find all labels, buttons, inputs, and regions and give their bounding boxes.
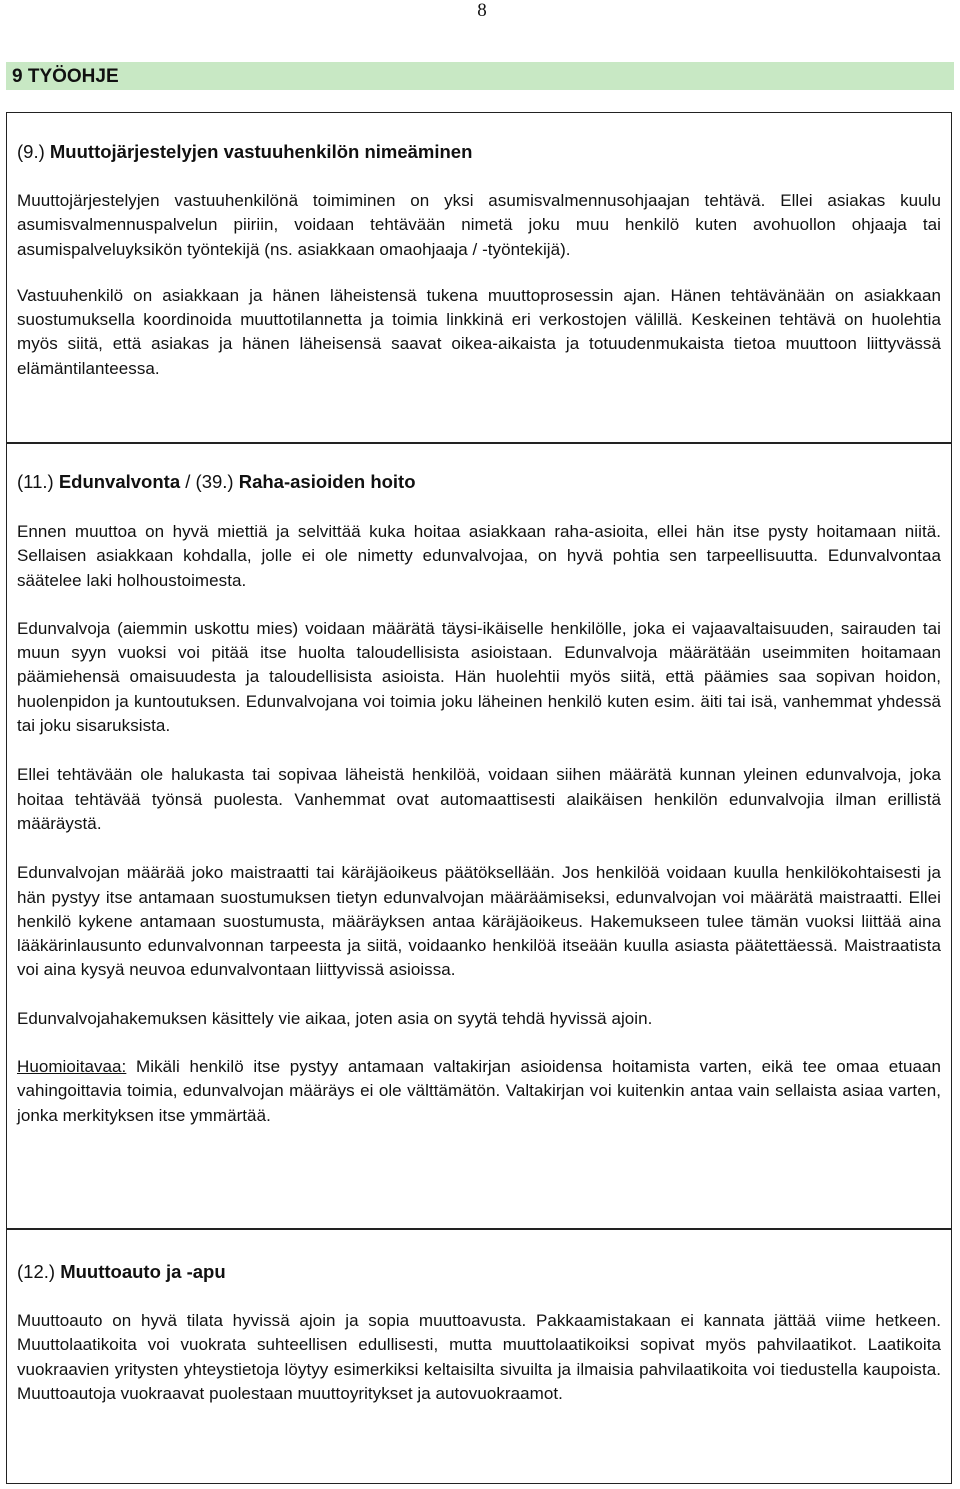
section-heading <box>17 469 941 495</box>
paragraph: Ellei tehtävään ole halukasta tai sopivaa läheistä henkilöä, voidaan siihen määrätä kunnan yleinen edunvalvoja, joka hoitaa tehtävää työnsä puolesta. Vanhemmat ovat automaattisesti alaikäisen henkilön edunvalvojia ilman erillistä määräystä. <box>17 765 941 833</box>
note-text: Mikäli henkilö itse pystyy antamaan valtakirjan asioidensa hoitamista varten, eikä tee omaa etuaan vahingoittavia toimia, edunvalvojan määräys ei ole välttämätön. Valtakirjan voi kuitenkin antaa vain sellaista asiaa varten, jonka merkityksen itse ymmärtää. <box>17 1057 941 1125</box>
section-muuttoauto <box>6 1229 952 1484</box>
chapter-header <box>6 62 954 90</box>
paragraph: Ennen muuttoa on hyvä miettiä ja selvittää kuka hoitaa asiakkaan raha-asioita, ellei hän itse pysty hoitamaan niitä. Sellaisen asiakkaan kohdalla, jolle ei ole nimetty edunvalvojaa, on hyvä pohtia sen tarpeellisuutta. Edunvalvontaa säätelee laki holhoustoimesta. <box>17 522 941 590</box>
section-muuttojarjestelyt <box>6 112 952 443</box>
paragraph: Vastuuhenkilö on asiakkaan ja hänen läheistensä tukena muuttoprosessin ajan. Hänen tehtävänään on asiakkaan suostumuksella koordinoida muuttotilannetta ja toimia linkkinä eri verkostojen välillä. Keskeinen tehtävä on huolehtia myös siitä, että asiakas ja hänen läheisensä saavat oikea-aikaista ja totuudenmukaista tietoa muuttoon liittyvässä elämäntilanteessa. <box>17 285 941 378</box>
paragraph: Muuttoauto on hyvä tilata hyvissä ajoin ja sopia muuttoavusta. Pakkaamistakaan ei kannata jättää viime hetkeen. Muuttolaatikoita voi vuokrata suhteellisen edullisesti, mutta muuttolaatikoiksi sopivat myös pahvilaatikot. Laatikoita vuokraavien yritysten yhteystietoja löytyy esimerkiksi keltaisilta sivuilta ja ilmaisia pahvilaatikoita voi tiedustella kaupoista. Muuttoautoja vuokraavat puolestaan muuttoyritykset ja autovuokraamot. <box>17 1311 941 1403</box>
section-heading <box>17 139 941 165</box>
section-title: Edunvalvonta <box>58 471 181 492</box>
section-edunvalvonta <box>6 443 952 1229</box>
page-number: 8 <box>477 0 487 21</box>
section-title: Muuttoauto ja -apu <box>60 1261 226 1282</box>
section-number: (39.) <box>195 471 234 492</box>
section-number: (11.) <box>17 471 54 492</box>
chapter-title: 9 TYÖOHJE <box>12 66 119 87</box>
section-number: (12.) <box>17 1261 56 1282</box>
section-title: Muuttojärjestelyjen vastuuhenkilön nimeäminen <box>49 141 473 162</box>
paragraph: Muuttojärjestelyjen vastuuhenkilönä toimiminen on yksi asumisvalmennusohjaajan tehtävä. Ellei asiakas kuulu asumisvalmennuspalvelun piiriin, voidaan tehtävään nimetä joku muu henkilö kuten avohuollon ohjaaja tai asumispalveluyksikön työntekijä (ns. asiakkaan omaohjaaja / -työntekijä). <box>17 191 941 259</box>
paragraph: Edunvalvoja (aiemmin uskottu mies) voidaan määrätä täysi-ikäiselle henkilölle, joka ei vajaavaltaisuuden, sairauden tai muun syyn vuoksi voi pitää itse huolta taloudellisista asioistaan. Edunvalvoja määrätään useimmiten hoitamaan päämiehensä omaisuudesta ja taloudellisista asioista. Hän huolehtii myös siitä, että päämies saa sopivan hoidon, huolenpidon ja kuntoutuksen. Edunvalvojana voi toimia joku läheinen henkilö kuten esim. äiti tai isä, vanhemmat yhdessä tai joku sisaruksista. <box>17 618 941 736</box>
section-title: Raha-asioiden hoito <box>238 471 416 492</box>
heading-separator: / <box>180 471 196 492</box>
note-paragraph <box>17 1055 941 1128</box>
note-label: Huomioitavaa: <box>17 1057 127 1077</box>
paragraph: Edunvalvojan määrää joko maistraatti tai käräjäoikeus päätöksellään. Jos henkilöä voidaan kuulla henkilökohtaisesti ja hän pystyy itse antamaan suostumuksen tietyn edunvalvojan määräämiseksi, edunvalvojan voi määrätä maistraatti. Ellei henkilö kykene antamaan suostumusta, määräyksen antaa käräjäoikeus. Hakemukseen tulee tämän vuoksi liittää aina lääkärinlausunto edunvalvonnan tarpeesta ja siitä, voidaanko henkilöä itseään kuulla asiasta päätettäessä. Maistraatista voi aina kysyä neuvoa edunvalvontaan liittyvissä asioissa. <box>17 863 941 980</box>
paragraph: Edunvalvojahakemuksen käsittely vie aikaa, joten asia on syytä tehdä hyvissä ajoin. <box>17 1008 653 1028</box>
section-number: (9.) <box>17 141 45 162</box>
section-heading <box>17 1259 941 1285</box>
